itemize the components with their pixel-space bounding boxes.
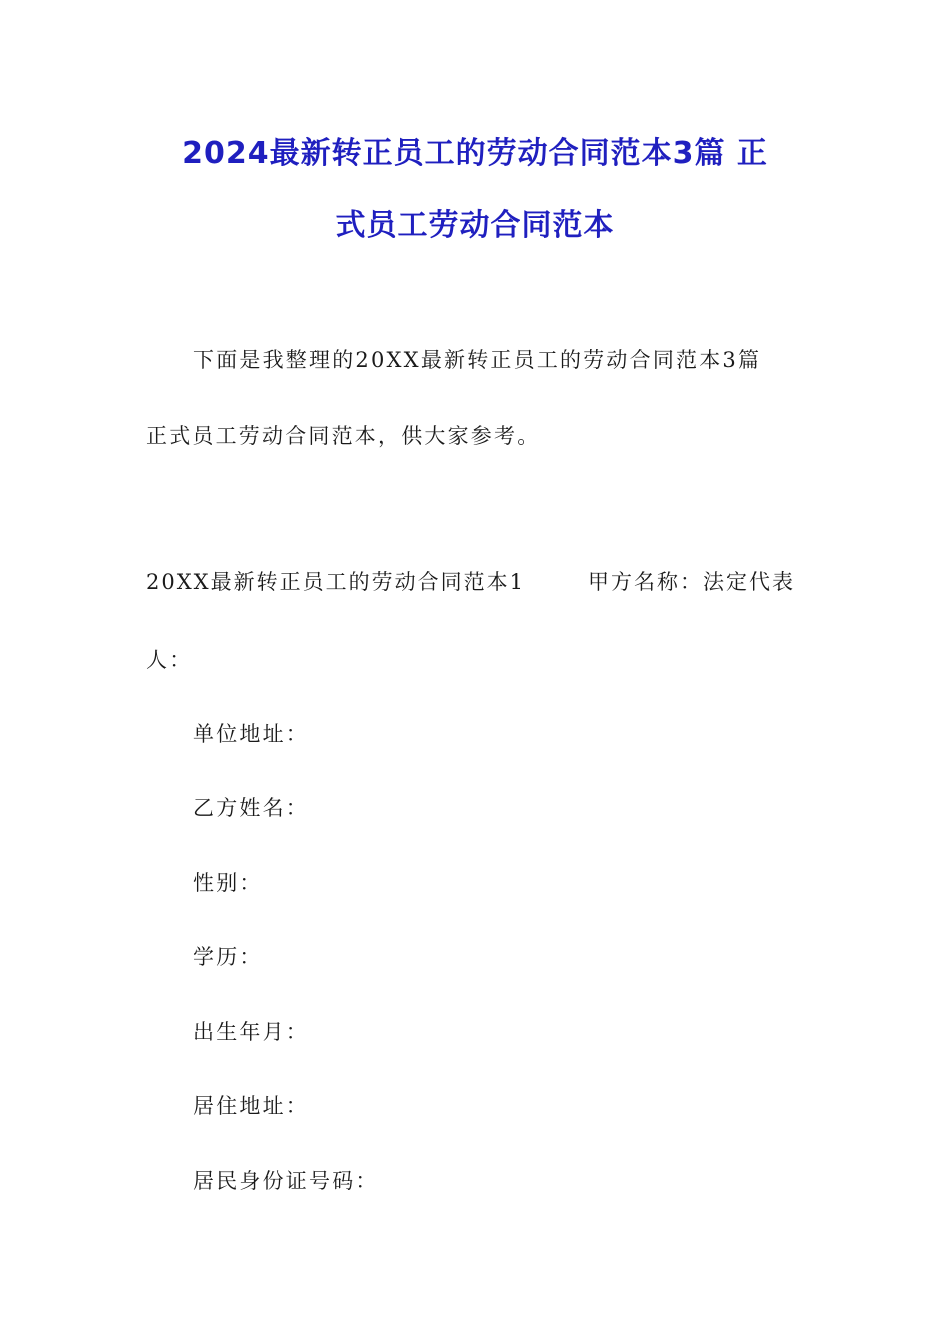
party-a-continuation: 人： (146, 648, 193, 672)
field-unit-address: 单位地址： (193, 722, 309, 746)
document-title-line-1: 2024最新转正员工的劳动合同范本3篇 正 (182, 136, 768, 171)
party-a-label: 甲方名称：法定代表 (588, 570, 795, 594)
intro-paragraph-line-1: 下面是我整理的20XX最新转正员工的劳动合同范本3篇 (193, 348, 762, 372)
field-id-number: 居民身份证号码： (193, 1169, 379, 1193)
field-party-b-name: 乙方姓名： (193, 796, 309, 820)
field-education: 学历： (193, 945, 263, 969)
document-title-line-2: 式员工劳动合同范本 (335, 208, 615, 243)
field-gender: 性别： (193, 871, 263, 895)
contract-heading: 20XX最新转正员工的劳动合同范本1 (146, 570, 525, 594)
field-residence-address: 居住地址： (193, 1094, 309, 1118)
field-birth-date: 出生年月： (193, 1020, 309, 1044)
contract-heading-row (146, 568, 806, 596)
intro-paragraph-line-2: 正式员工劳动合同范本，供大家参考。 (146, 424, 541, 448)
